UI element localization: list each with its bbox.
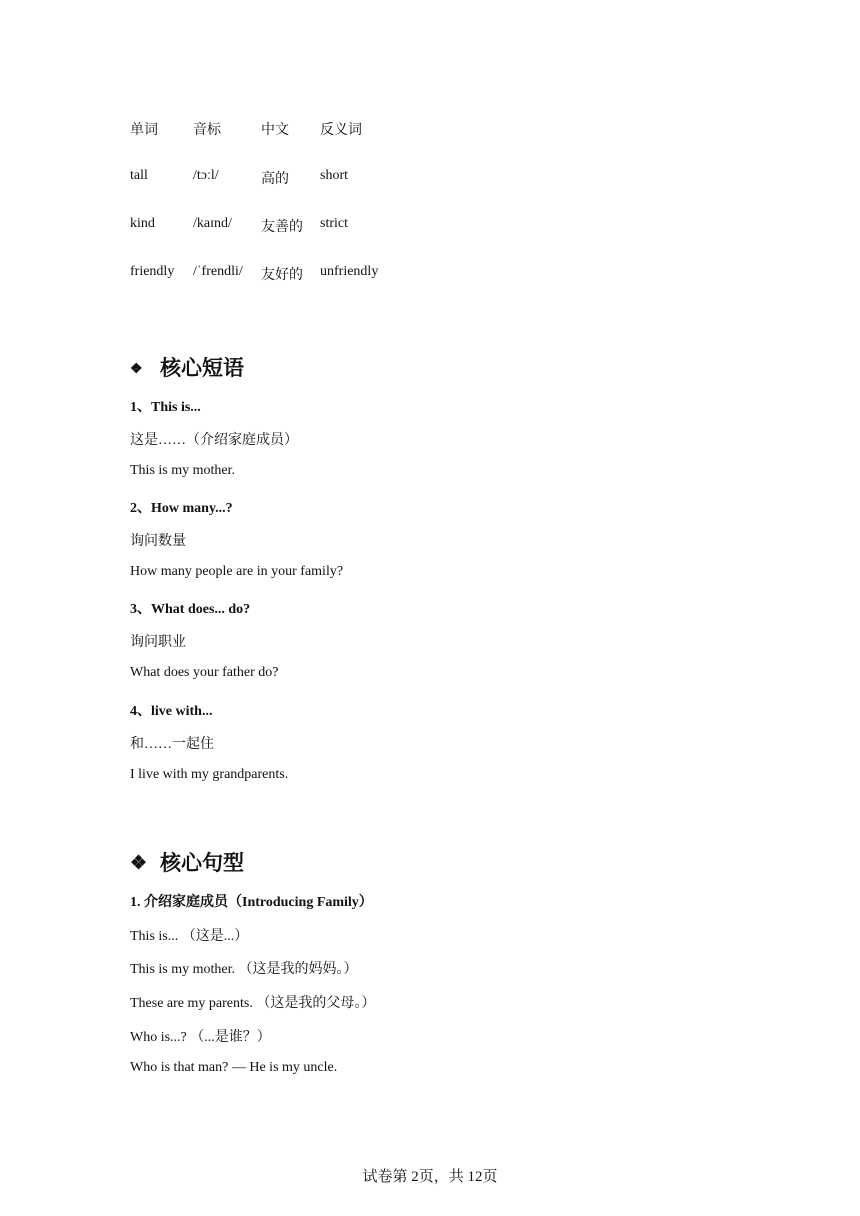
phrase-example: This is my mother. [130, 463, 235, 478]
table-cell: 高的 [261, 172, 289, 187]
phrase-meaning: 和……一起住 [130, 737, 214, 752]
sentence-line: This is... （这是...） [130, 929, 249, 944]
phrase-meaning: 询问职业 [130, 635, 186, 650]
page-footer: 试卷第 2页，共 12页 [362, 1169, 498, 1185]
phrase-example: What does your father do? [130, 665, 279, 680]
table-cell: friendly [130, 264, 175, 279]
sentence-line: Who is that man? — He is my uncle. [130, 1060, 338, 1075]
table-cell: kind [130, 216, 155, 231]
table-header-chinese: 中文 [261, 123, 289, 138]
sentence-line: This is my mother. （这是我的妈妈。） [130, 962, 358, 977]
section-title-sentences [130, 847, 244, 877]
phrase-meaning: 询问数量 [130, 534, 186, 549]
table-cell: unfriendly [320, 264, 379, 279]
table-header-antonym: 反义词 [320, 123, 362, 138]
section-title-text: 核心短语 [160, 356, 244, 380]
sentence-line: These are my parents. （这是我的父母。） [130, 996, 376, 1011]
diamond-bullet-icon: ❖ [130, 362, 143, 377]
phrase-heading: 4、live with... [130, 704, 213, 719]
phrase-heading: 3、What does... do? [130, 602, 251, 617]
table-cell: /tɔːl/ [193, 168, 219, 183]
diamond-bullet-icon: ❖ [130, 853, 148, 874]
section-title-phrases [130, 352, 244, 382]
table-cell: strict [320, 216, 348, 231]
section-title-text: 核心句型 [160, 851, 244, 875]
phrase-meaning: 这是……（介绍家庭成员） [130, 433, 298, 448]
phrase-heading: 2、How many...? [130, 501, 233, 516]
table-cell: 友好的 [261, 268, 303, 283]
phrase-heading: 1、This is... [130, 400, 201, 415]
table-cell: /kaɪnd/ [193, 216, 232, 231]
table-cell: /ˈfrendli/ [193, 264, 243, 279]
table-header-word: 单词 [130, 123, 158, 138]
table-cell: short [320, 168, 348, 183]
table-header-phonetic: 音标 [193, 123, 221, 138]
phrase-example: How many people are in your family? [130, 564, 344, 579]
phrase-example: I live with my grandparents. [130, 767, 289, 782]
table-cell: tall [130, 168, 148, 183]
sentence-subheading: 1. 介绍家庭成员（Introducing Family） [130, 895, 373, 910]
sentence-line: Who is...? （...是谁？） [130, 1030, 271, 1045]
table-cell: 友善的 [261, 220, 303, 235]
